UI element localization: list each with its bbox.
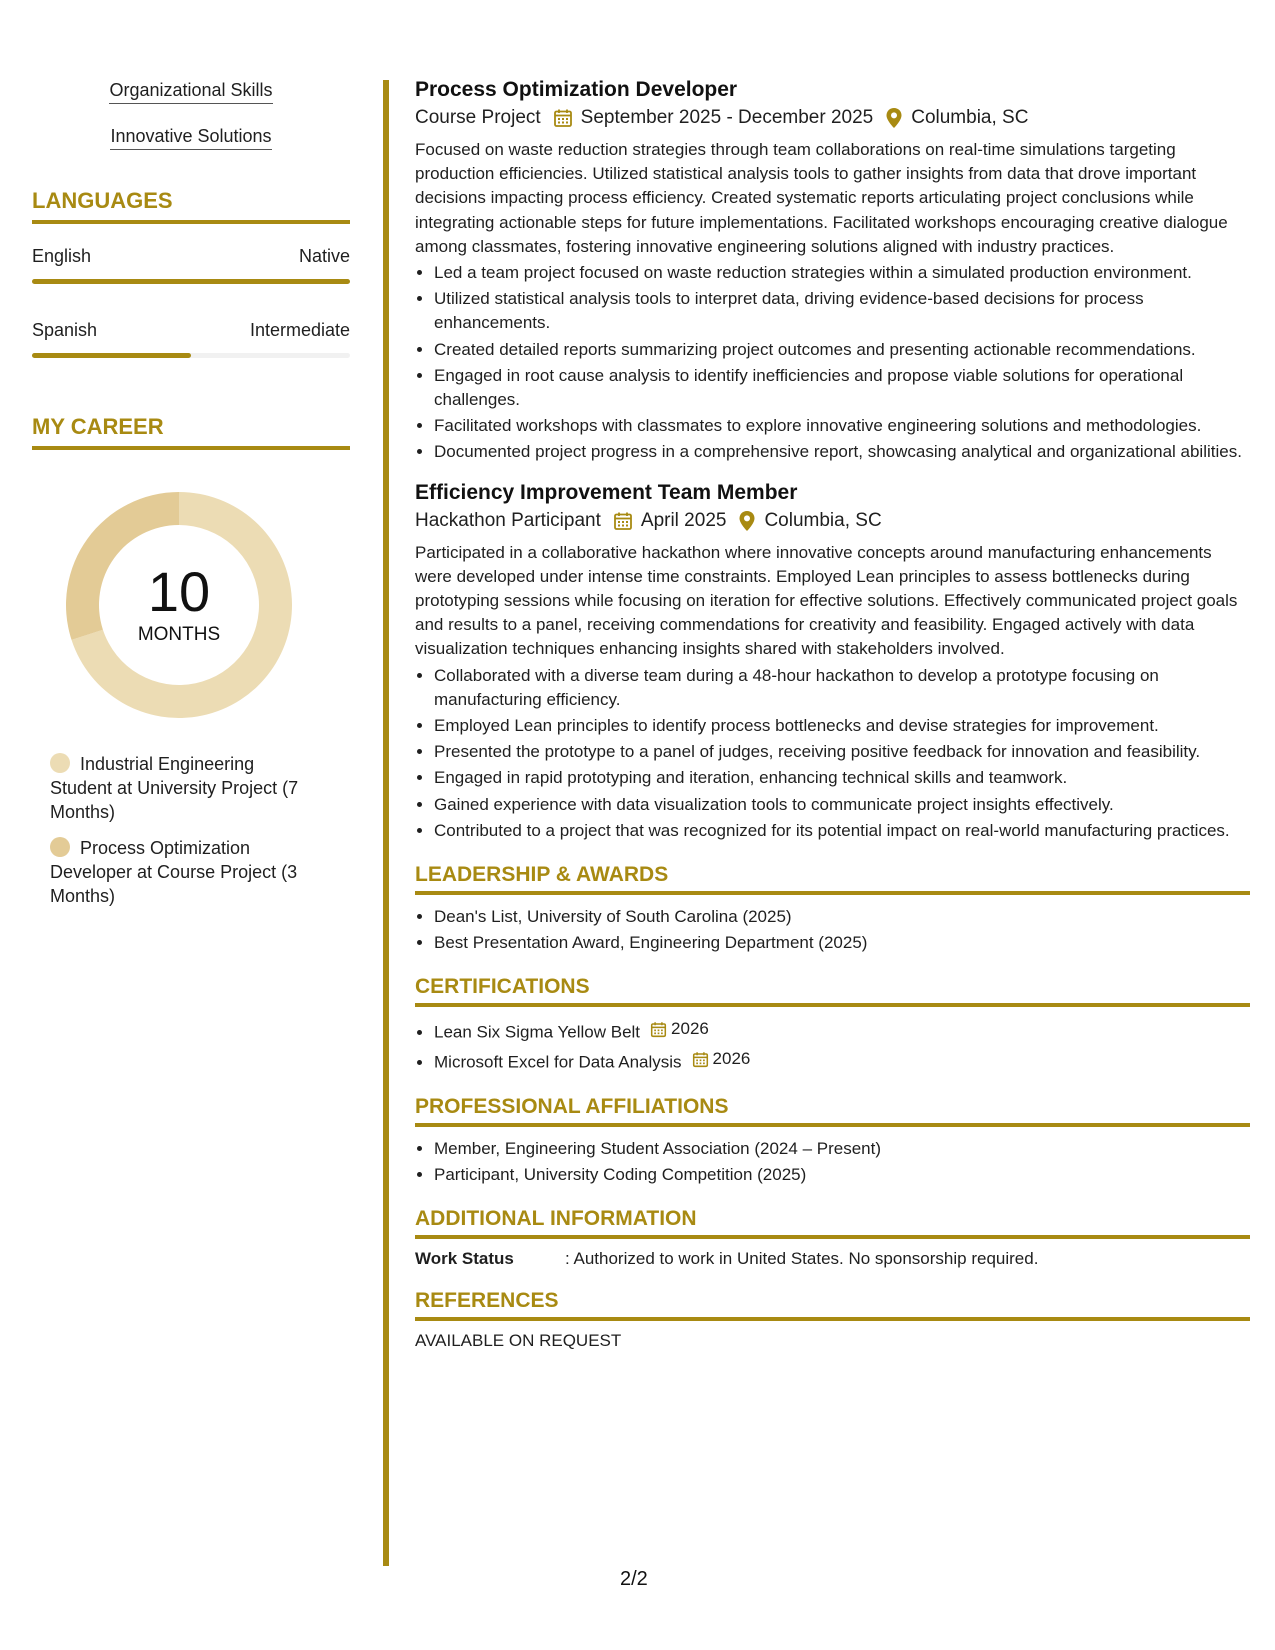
award-item: • Dean's List, University of South Carolina (2025)	[434, 905, 1250, 929]
experience-item	[415, 481, 1250, 843]
right-column	[415, 78, 1250, 1351]
calendar-icon	[613, 511, 633, 531]
awards-list	[415, 905, 1250, 955]
page-number: 2/2	[620, 1568, 648, 1590]
career-donut-chart	[66, 492, 292, 718]
work-status-value: : Authorized to work in United States. No sponsorship required.	[565, 1249, 1039, 1269]
job-bullet: • Facilitated workshops with classmates to explore innovative engineering solutions and methodologies.	[434, 414, 1250, 438]
location-pin-icon	[885, 107, 903, 129]
job-bullet: • Presented the prototype to a panel of judges, receiving positive feedback for innovation and feasibility.	[434, 740, 1250, 764]
donut-unit: MONTHS	[137, 624, 221, 645]
certifications-heading: CERTIFICATIONS	[415, 975, 1250, 1007]
job-dates: April 2025	[640, 509, 727, 531]
job-bullet: • Contributed to a project that was recognized for its potential impact on real-world manufacturing practices.	[434, 819, 1250, 843]
legend-item: Industrial Engineering Student at University Project (7 Months)	[50, 754, 299, 822]
donut-total: 10	[147, 560, 211, 623]
donut-center	[66, 492, 292, 718]
job-org: Course Project	[415, 107, 541, 128]
skill-item: Organizational Skills	[32, 80, 350, 104]
languages-heading: LANGUAGES	[32, 188, 350, 224]
calendar-icon	[553, 108, 573, 128]
left-column	[32, 80, 350, 920]
language-bar-fill	[32, 279, 350, 284]
certification-year: 2026	[671, 1019, 709, 1039]
certification-item	[434, 1047, 1250, 1075]
job-bullet: • Engaged in rapid prototyping and iteration, enhancing technical skills and teamwork.	[434, 766, 1250, 790]
certification-name: Microsoft Excel for Data Analysis	[434, 1052, 682, 1072]
job-bullet: • Created detailed reports summarizing project outcomes and presenting actionable recommendations.	[434, 338, 1250, 362]
legend-dot	[50, 753, 70, 773]
job-meta	[415, 510, 1250, 532]
experience-list	[415, 78, 1250, 843]
job-bullet: • Collaborated with a diverse team during a 48-hour hackathon to develop a prototype focusing on manufacturing efficiency.	[434, 664, 1250, 712]
work-status-label: Work Status	[415, 1249, 514, 1269]
job-bullet: • Documented project progress in a comprehensive report, showcasing analytical and organizational abilities.	[434, 440, 1250, 464]
job-bullets	[415, 664, 1250, 843]
certification-year: 2026	[712, 1049, 751, 1069]
job-dates: September 2025 - December 2025	[580, 107, 874, 128]
certifications-list	[415, 1017, 1250, 1075]
location-pin-icon	[738, 510, 756, 532]
job-bullets	[415, 261, 1250, 465]
legend-dot	[50, 837, 70, 857]
calendar-icon	[650, 1021, 667, 1038]
certification-item	[434, 1017, 1250, 1045]
skill-item: Innovative Solutions	[32, 126, 350, 150]
references-text: AVAILABLE ON REQUEST	[415, 1331, 622, 1351]
job-org: Hackathon Participant	[415, 509, 601, 531]
award-item: • Best Presentation Award, Engineering Department (2025)	[434, 931, 1250, 955]
language-bar	[32, 353, 350, 358]
job-title: Process Optimization Developer	[415, 78, 738, 101]
column-divider	[383, 80, 389, 1566]
affiliations-list	[415, 1137, 1250, 1187]
language-name: Spanish	[32, 320, 98, 340]
affiliation-item: • Participant, University Coding Competition (2025)	[434, 1163, 1250, 1187]
calendar-icon	[692, 1051, 709, 1068]
awards-heading: LEADERSHIP & AWARDS	[415, 863, 1250, 895]
language-bar-fill	[32, 353, 191, 358]
job-bullet: • Employed Lean principles to identify process bottlenecks and devise strategies for improvement.	[434, 714, 1250, 738]
job-location: Columbia, SC	[911, 107, 1029, 128]
job-meta	[415, 107, 1250, 129]
experience-item	[415, 78, 1250, 465]
career-legend	[32, 752, 320, 908]
job-bullet: • Engaged in root cause analysis to identify inefficiencies and propose viable solutions for operational challenges.	[434, 364, 1250, 412]
language-bar	[32, 279, 350, 284]
work-status	[415, 1249, 1250, 1269]
job-bullet: • Led a team project focused on waste reduction strategies within a simulated production environment.	[434, 261, 1250, 285]
job-summary: Participated in a collaborative hackathon where innovative concepts around manufacturing enhancements were developed under intense time constraints. Employed Lean principles to assess bottlenecks during prototyping sessions while focusing on iteration for effective solutions. Effectively communicated project goals and results to a panel, receiving commendations for creativity and feasibility. Engaged actively with data visualization techniques enhancing insights shared with stakeholders involved.	[415, 542, 1238, 659]
language-name: English	[32, 246, 92, 266]
job-location: Columbia, SC	[764, 509, 882, 531]
job-bullet: • Utilized statistical analysis tools to interpret data, driving evidence-based decisions for process enhancements.	[434, 287, 1250, 335]
language-row	[32, 246, 350, 267]
job-title: Efficiency Improvement Team Member	[415, 480, 798, 504]
legend-item: Process Optimization Developer at Course Project (3 Months)	[50, 838, 298, 906]
additional-info-heading: ADDITIONAL INFORMATION	[415, 1207, 1250, 1239]
language-level: Intermediate	[249, 320, 350, 340]
job-summary: Focused on waste reduction strategies through team collaborations on real-time simulations targeting production efficiencies. Utilized statistical analysis tools to gather insights from data that drove important decisions impacting process efficiency. Created systematic reports articulating project conclusions while integrating actionable steps for future implementations. Facilitated workshops encouraging creative dialogue among classmates, fostering innovative engineering solutions aligned with industry practices.	[415, 140, 1228, 256]
languages-list	[32, 246, 350, 358]
certification-name: Lean Six Sigma Yellow Belt	[434, 1023, 641, 1043]
career-heading: MY CAREER	[32, 414, 350, 450]
language-level: Native	[298, 246, 350, 266]
affiliation-item: • Member, Engineering Student Association (2024 – Present)	[434, 1137, 1250, 1161]
references-heading: REFERENCES	[415, 1289, 1250, 1321]
language-row	[32, 320, 350, 341]
affiliations-heading: PROFESSIONAL AFFILIATIONS	[415, 1095, 1250, 1127]
job-bullet: • Gained experience with data visualization tools to communicate project insights effectively.	[434, 793, 1250, 817]
